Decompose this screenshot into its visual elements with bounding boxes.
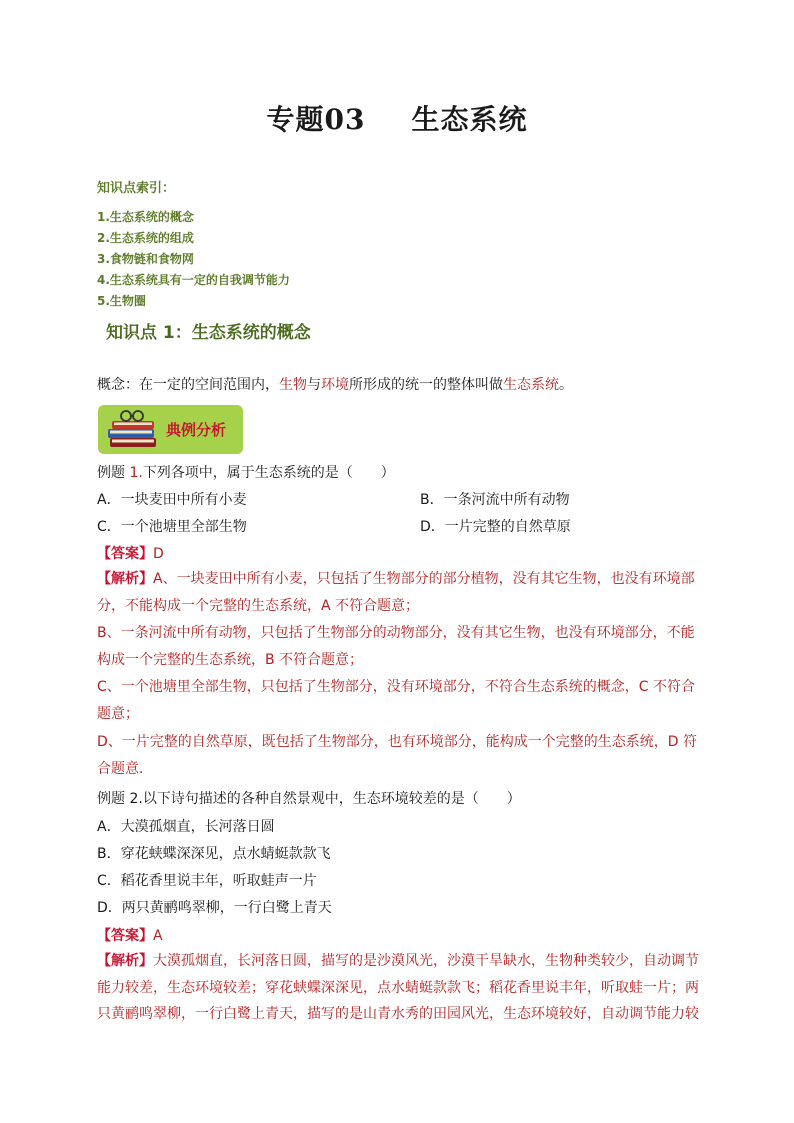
question-prefix: 例题 (97, 791, 130, 807)
badge-label: 典例分析 (166, 421, 227, 439)
option-a: A．大漠孤烟直，长河落日圆 (97, 819, 275, 835)
concept-term: 生态系统 (503, 377, 559, 393)
index-item: 3.食物链和食物网 (97, 252, 194, 266)
title-name: 生态系统 (411, 103, 528, 136)
title-topic: 专题03 (266, 103, 366, 136)
knowledge-point-heading: 知识点 1：生态系统的概念 (106, 323, 311, 343)
index-item: 2.生态系统的组成 (97, 231, 194, 245)
analysis-paragraph (97, 729, 701, 782)
question-number: 2. (129, 791, 143, 807)
index-list (97, 207, 290, 312)
option-b: B．一条河流中所有动物 (420, 492, 570, 508)
analysis-paragraph (97, 674, 701, 727)
analysis-paragraph (97, 948, 701, 1028)
index-item: 1.生态系统的概念 (97, 210, 194, 224)
answer-line (97, 543, 164, 563)
concept-term: 环境 (321, 377, 349, 393)
question-prefix: 例题 (97, 465, 130, 481)
answer-tag: 【答案】 (97, 546, 153, 562)
concept-term: 生物 (279, 377, 307, 393)
question-text: 下列各项中，属于生态系统的是（ ） (142, 465, 395, 481)
question-text: 以下诗句描述的各种自然景观中，生态环境较差的是（ ） (142, 791, 521, 807)
books-with-glasses-icon (106, 408, 162, 452)
analysis-tag: 【解析】 (97, 953, 153, 969)
question-1-stem (97, 462, 395, 482)
option-d: D．一片完整的自然草原 (420, 519, 571, 535)
concept-text: 。 (559, 377, 573, 393)
analysis-text: C、一个池塘里全部生物，只包括了生物部分，没有环境部分，不符合生态系统的概念，C 不符合题意； (97, 679, 695, 722)
question-2-stem (97, 788, 521, 808)
option-c: C．一个池塘里全部生物 (97, 519, 247, 535)
analysis-text: D、一片完整的自然草原，既包括了生物部分，也有环境部分，能构成一个完整的生态系统，D 符合题意. (97, 734, 698, 777)
answer-tag: 【答案】 (97, 928, 153, 944)
analysis-paragraph (97, 566, 701, 619)
concept-text: 所形成的统一的整体叫做 (349, 377, 503, 393)
question-number: 1. (129, 465, 143, 481)
concept-definition (97, 374, 573, 394)
concept-prefix: 概念：在一定的空间范围内， (97, 377, 279, 393)
analysis-paragraph (97, 620, 701, 673)
option-b: B．穿花蛱蝶深深见，点水蜻蜓款款飞 (97, 846, 331, 862)
index-item: 5.生物圈 (97, 294, 146, 308)
index-item: 4.生态系统具有一定的自我调节能力 (97, 273, 290, 287)
page-title (0, 98, 794, 138)
option-d: D．两只黄鹂鸣翠柳，一行白鹭上青天 (97, 900, 332, 916)
analysis-tag: 【解析】 (97, 571, 153, 587)
answer-line (97, 925, 163, 945)
answer-value: D (153, 546, 164, 562)
option-c: C．稻花香里说丰年，听取蛙声一片 (97, 873, 317, 889)
answer-value: A (153, 928, 163, 944)
example-analysis-badge (98, 405, 243, 454)
analysis-text: B、一条河流中所有动物，只包括了生物部分的动物部分，没有其它生物，也没有环境部分，不能构成一个完整的生态系统，B 不符合题意； (97, 625, 695, 668)
option-a: A．一块麦田中所有小麦 (97, 492, 247, 508)
concept-text: 与 (307, 377, 321, 393)
analysis-text: 大漠孤烟直，长河落日圆，描写的是沙漠风光，沙漠干旱缺水，生物种类较少，自动调节能力较差，生态环境较差；穿花蛱蝶深深见，点水蜻蜓款款飞；稻花香里说丰年，听取蛙一片；两只黄鹂鸣翠柳，一行白鹭上青天，描写的是山青水秀的田园风光，生态环境较好，自动调节能力较 (97, 953, 699, 1022)
analysis-text: A、一块麦田中所有小麦，只包括了生物部分的部分植物，没有其它生物，也没有环境部分，不能构成一个完整的生态系统，A 不符合题意； (97, 571, 695, 614)
index-heading: 知识点索引： (97, 181, 176, 196)
